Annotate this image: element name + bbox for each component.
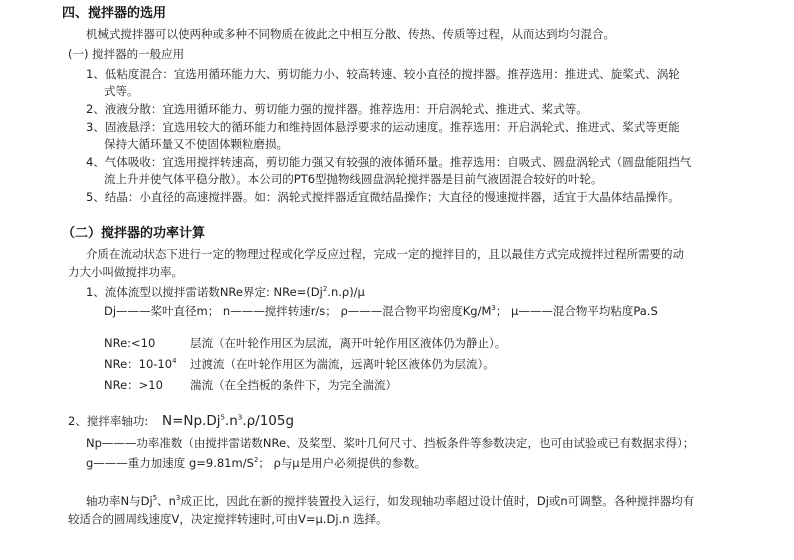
regime-row: NRe:<10 层流（在叶轮作用区为层流，离开叶轮作用区液体仍为静止）。	[104, 336, 507, 350]
list-item: 1、低粘度混合：宜选用循环能力大、剪切能力小、较高转速、较小直径的搅拌器。推荐选用：推进式、旋桨式、涡轮	[86, 67, 680, 81]
power-number-definition: Np———功率准数（由搅拌雷诺数NRe、及桨型、桨叶几何尺寸、挡板条件等参数决定，也可由试验或已有数据求得）；	[86, 436, 695, 450]
list-item: 5、结晶：小直径的高速搅拌器。如：涡轮式搅拌器适宜微结晶操作；大直径的慢速搅拌器，适宜于大晶体结晶操作。	[86, 190, 680, 204]
subsection-title: (一) 搅拌器的一般应用	[68, 47, 185, 61]
regime-row: NRe：$10-10^4$ 过渡流（在叶轮作用区为湍流，远离叶轮区液体仍为层流）。	[104, 357, 495, 371]
regime-row: NRe：>10 湍流（在全挡板的条件下，为完全湍流）	[104, 378, 397, 392]
variable-definitions: Dj———桨叶直径m； n———搅拌转速r/s； ρ———混合物平均密度$Kg/M^3$； μ———混合物平均粘度Pa.S	[104, 304, 658, 318]
power-intro: 介质在流动状态下进行一定的物理过程或化学反应过程，完成一定的搅拌目的，且以最佳方式完成搅拌过程所需要的动	[86, 247, 684, 261]
power-intro-continuation: 力大小叫做搅拌功率。	[68, 265, 183, 279]
list-item: 4、气体吸收：宜选用搅拌转速高，剪切能力强又有较强的液体循环量。推荐选用：自吸式、圆盘涡轮式（圆盘能阻挡气	[86, 155, 692, 169]
list-item-continuation: 保持大循环量又不使固体颗粒磨损。	[104, 137, 288, 151]
list-item: 3、固液悬浮：宜选用较大的循环能力和维持固体悬浮要求的运动速度。推荐选用：开启涡轮式、推进式、桨式等更能	[86, 120, 680, 134]
reynolds-definition: 1、流体流型以搅拌雷诺数NRe界定: $NRe=(Dj^2.n.\rho)/\mu$	[86, 285, 365, 299]
proportionality-note-continuation: 较适合的圆周线速度V，决定搅拌转速时,可由V=μ.Dj.n 选择。	[68, 512, 388, 526]
gravity-definition: g———重力加速度 $g=9.81m/S^2$； ρ与μ是用户必须提供的参数。	[86, 456, 427, 470]
proportionality-note: 轴功率N与Dj$^5$、$n^3$成正比，因此在新的搅拌装置投入运行，如发现轴功率超过设计值时，Dj或n可调整。各种搅拌器均有	[86, 494, 695, 508]
section-intro: 机械式搅拌器可以使两种或多种不同物质在彼此之中相互分散、传热、传质等过程，从而达到均匀混合。	[86, 27, 615, 41]
power-section-title: （二）搅拌器的功率计算	[62, 226, 206, 241]
list-item-continuation: 式等。	[104, 84, 139, 98]
list-item-continuation: 流上升并使气体平稳分散）。本公司的PT6型抛物线圆盘涡轮搅拌器是目前气液固混合较好的叶轮。	[104, 172, 603, 186]
shaft-power-formula: 2、搅拌率轴功: $N=Np.Dj^5.n^3.\rho/105g$	[68, 413, 295, 429]
list-item: 2、液液分散：宜选用循环能力、剪切能力强的搅拌器。推荐选用：开启涡轮式、推进式、桨式等。	[86, 102, 588, 116]
section-title: 四、搅拌器的选用	[62, 6, 167, 21]
